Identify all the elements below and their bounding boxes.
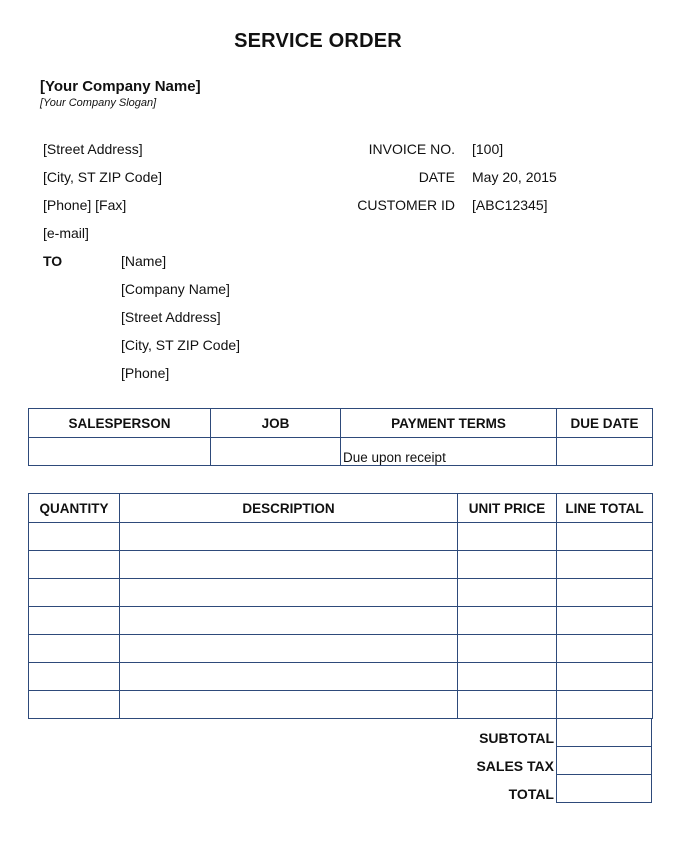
due-date-header: DUE DATE [557,409,653,438]
quantity-cell[interactable] [29,635,120,663]
description-cell[interactable] [120,607,458,635]
table-row [557,719,652,747]
sales-info-table [28,408,653,466]
payment-terms-cell[interactable]: Due upon receipt [341,438,557,466]
sales-tax-value-cell[interactable] [557,747,652,775]
to-city: [City, ST ZIP Code] [121,337,241,353]
line-items-table [28,493,653,719]
table-row [29,607,653,635]
company-city: [City, ST ZIP Code] [43,169,163,185]
quantity-cell[interactable] [29,663,120,691]
description-cell[interactable] [120,691,458,719]
line-total-cell[interactable] [557,663,653,691]
total-label: TOTAL [508,786,554,802]
quantity-cell[interactable] [29,523,120,551]
table-row [29,635,653,663]
unit-price-cell[interactable] [458,551,557,579]
table-row [29,438,653,466]
description-cell[interactable] [120,579,458,607]
page-title: SERVICE ORDER [234,30,402,52]
unit-price-cell[interactable] [458,663,557,691]
invoice-date-value: May 20, 2015 [472,169,557,185]
unit-price-cell[interactable] [458,607,557,635]
table-header-row [29,409,653,438]
unit-price-cell[interactable] [458,635,557,663]
company-name: [Your Company Name] [40,78,201,95]
description-cell[interactable] [120,523,458,551]
to-label: TO [43,253,63,269]
line-total-header: LINE TOTAL [557,494,653,523]
unit-price-cell[interactable] [458,523,557,551]
table-row [29,579,653,607]
salesperson-cell[interactable] [29,438,211,466]
description-cell[interactable] [120,551,458,579]
job-cell[interactable] [211,438,341,466]
due-date-cell[interactable] [557,438,653,466]
subtotal-value-cell[interactable] [557,719,652,747]
company-slogan: [Your Company Slogan] [40,97,157,109]
table-row [29,551,653,579]
description-cell[interactable] [120,663,458,691]
description-header: DESCRIPTION [120,494,458,523]
line-total-cell[interactable] [557,691,653,719]
quantity-cell[interactable] [29,691,120,719]
unit-price-header: UNIT PRICE [458,494,557,523]
table-row [29,691,653,719]
salesperson-header: SALESPERSON [29,409,211,438]
customer-id-label: CUSTOMER ID [357,197,455,213]
quantity-cell[interactable] [29,607,120,635]
to-company: [Company Name] [121,281,230,297]
table-row [557,747,652,775]
line-total-cell[interactable] [557,551,653,579]
job-header: JOB [211,409,341,438]
table-row [29,523,653,551]
line-total-cell[interactable] [557,607,653,635]
to-name: [Name] [121,253,167,269]
subtotal-label: SUBTOTAL [479,730,554,746]
to-street: [Street Address] [121,309,221,325]
invoice-number-value: [100] [472,141,504,157]
quantity-header: QUANTITY [29,494,120,523]
invoice-number-label: INVOICE NO. [368,141,455,157]
quantity-cell[interactable] [29,579,120,607]
description-cell[interactable] [120,635,458,663]
table-header-row [29,494,653,523]
table-row [557,775,652,803]
unit-price-cell[interactable] [458,691,557,719]
line-total-cell[interactable] [557,523,653,551]
line-total-cell[interactable] [557,579,653,607]
invoice-date-label: DATE [418,169,455,185]
unit-price-cell[interactable] [458,579,557,607]
line-total-cell[interactable] [557,635,653,663]
company-phone-fax: [Phone] [Fax] [43,197,127,213]
payment-terms-header: PAYMENT TERMS [341,409,557,438]
sales-tax-label: SALES TAX [476,758,554,774]
totals-table [556,718,652,803]
company-email: [e-mail] [43,225,89,241]
to-phone: [Phone] [121,365,170,381]
company-street: [Street Address] [43,141,143,157]
table-row [29,663,653,691]
quantity-cell[interactable] [29,551,120,579]
customer-id-value: [ABC12345] [472,197,548,213]
total-value-cell[interactable] [557,775,652,803]
